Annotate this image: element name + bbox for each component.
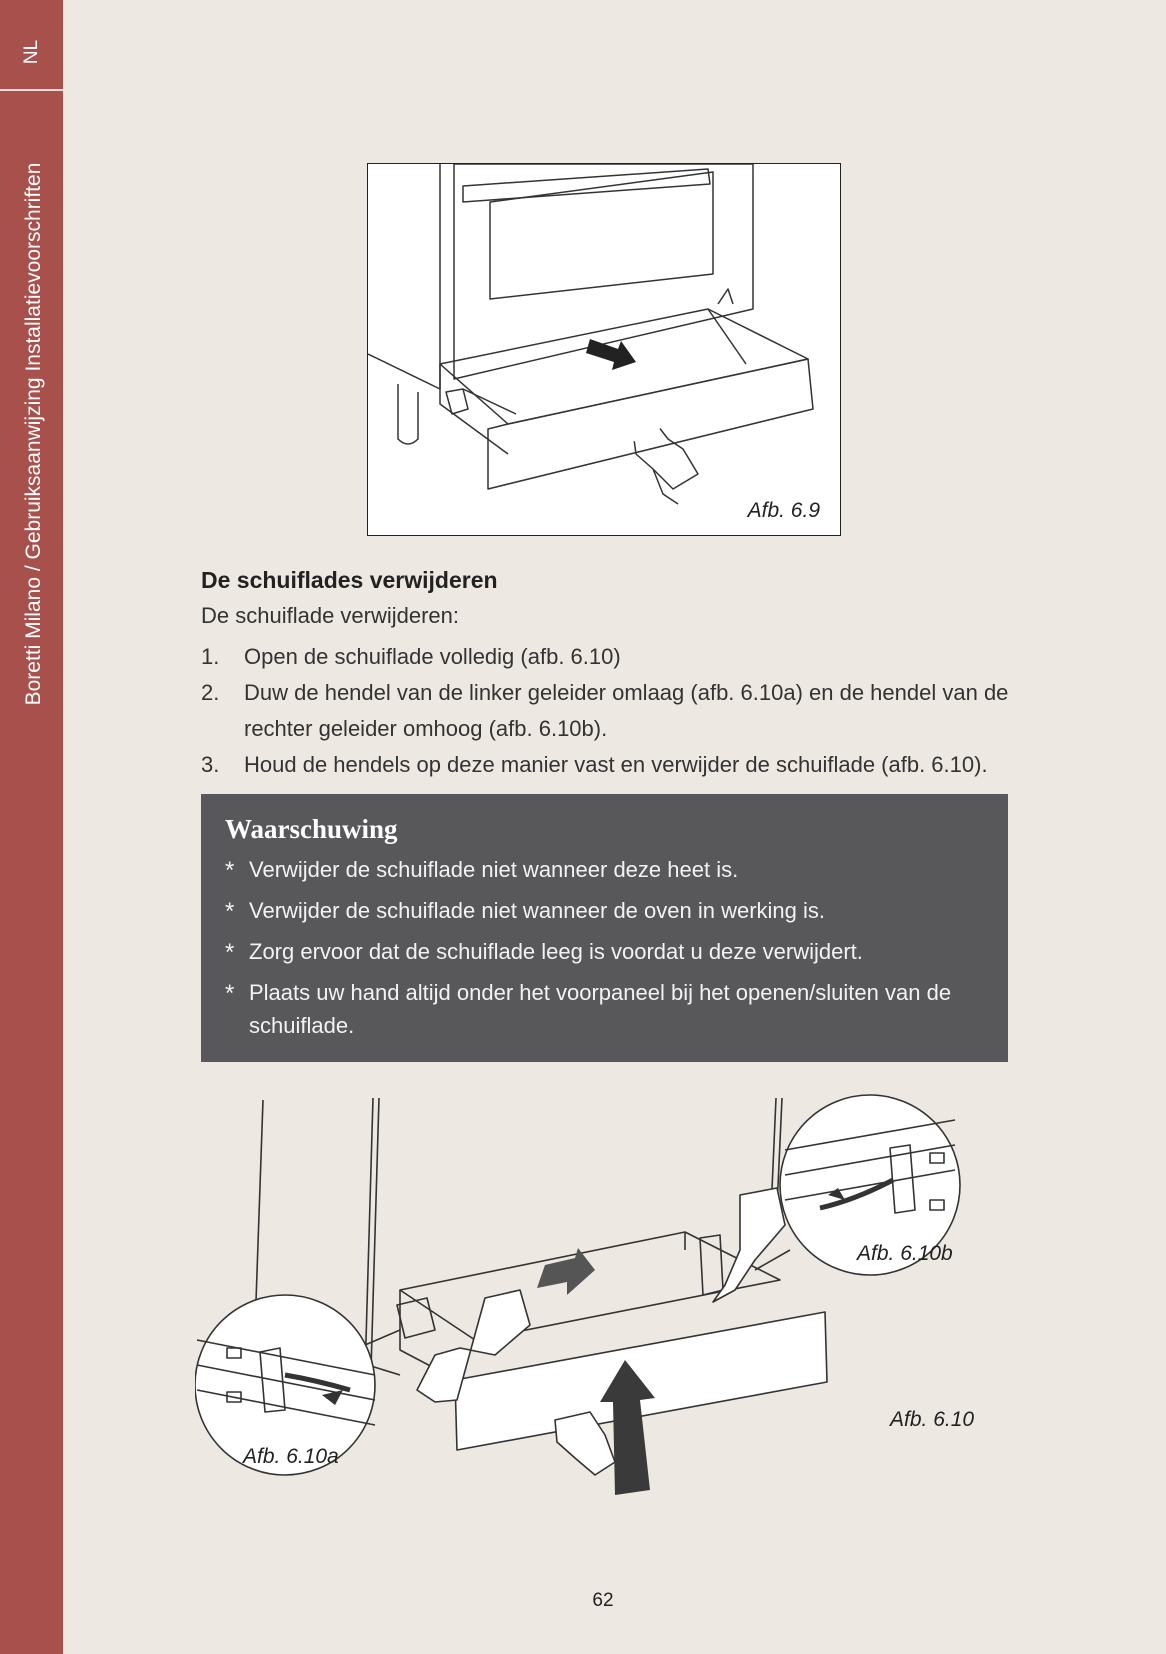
- page-number: 62: [592, 1590, 614, 1611]
- figure-label-6-10a: Afb. 6.10a: [243, 1445, 339, 1468]
- step-number: 1.: [201, 644, 220, 669]
- warning-item: [225, 853, 984, 886]
- asterisk-bullet: *: [225, 980, 235, 1007]
- step-number: 3.: [201, 752, 220, 777]
- sidebar-divider: [0, 89, 63, 91]
- figure-6-10: [195, 1090, 1015, 1510]
- step-text: Open de schuiflade volledig (afb. 6.10): [244, 644, 621, 669]
- warning-list: [225, 853, 984, 1042]
- sidebar: [0, 0, 63, 1654]
- figure-6-9: [367, 163, 841, 536]
- warning-text: Zorg ervoor dat de schuiflade leeg is voordat u deze verwijdert.: [249, 939, 863, 964]
- step-number: 2.: [201, 680, 220, 705]
- asterisk-bullet: *: [225, 939, 235, 966]
- figure-label-6-10: Afb. 6.10: [890, 1408, 975, 1431]
- section-heading: De schuiflades verwijderen: [201, 567, 498, 593]
- steps-list: [201, 639, 1031, 783]
- section-intro: De schuiflade verwijderen:: [201, 603, 460, 628]
- figure-label-6-10b: Afb. 6.10b: [857, 1242, 953, 1265]
- sidebar-title: Boretti Milano / Gebruiksaanwijzing Installatievoorschriften: [22, 162, 45, 706]
- warning-item: [225, 976, 984, 1042]
- asterisk-bullet: *: [225, 857, 235, 884]
- step-item: [201, 747, 1031, 783]
- step-text: Duw de hendel van de linker geleider omlaag (afb. 6.10a) en de hendel van de rechter geleider omhoog (afb. 6.10b).: [244, 680, 1009, 741]
- warning-item: [225, 935, 984, 968]
- warning-text: Verwijder de schuiflade niet wanneer de oven in werking is.: [249, 898, 825, 923]
- warning-title: Waarschuwing: [225, 814, 398, 844]
- step-text: Houd de hendels op deze manier vast en verwijder de schuiflade (afb. 6.10).: [244, 752, 988, 777]
- warning-box: [201, 794, 1008, 1062]
- step-item: [201, 639, 1031, 675]
- language-label: NL: [21, 39, 42, 65]
- drawer-open-illustration: [368, 164, 841, 536]
- warning-text: Plaats uw hand altijd onder het voorpaneel bij het openen/sluiten van de schuiflade.: [249, 980, 952, 1038]
- warning-item: [225, 894, 984, 927]
- step-item: [201, 675, 1031, 747]
- language-tab: [0, 0, 63, 90]
- asterisk-bullet: *: [225, 898, 235, 925]
- figure-label-6-9: Afb. 6.9: [738, 497, 830, 525]
- warning-text: Verwijder de schuiflade niet wanneer deze heet is.: [249, 857, 739, 882]
